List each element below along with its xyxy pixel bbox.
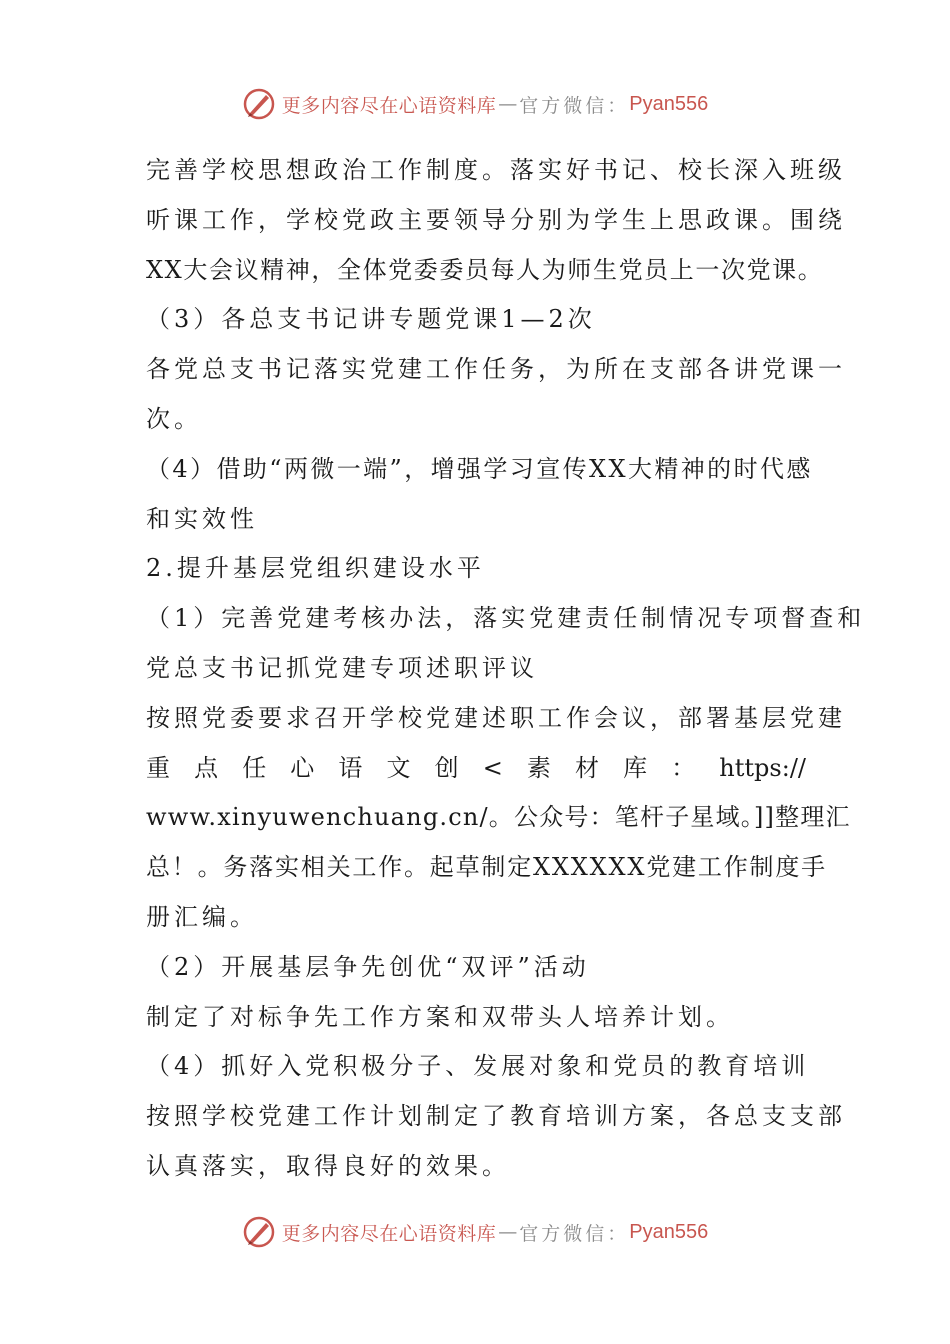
footer-site-name: 更多内容尽在心语资料库 (281, 1222, 497, 1245)
body-line: www.xinyuwenchuang.cn/。公众号：笔杆子星域。]]整理汇 (146, 803, 851, 832)
body-line: 认真落实，取得良好的效果。 (146, 1151, 510, 1180)
body-line: 次。 (146, 404, 202, 433)
header-wechat-label: 官方微信： (519, 94, 630, 117)
footer-wechat-id: Pyan556 (629, 1220, 709, 1243)
body-line: 听课工作，学校党政主要领导分别为学生上思政课。围绕 (146, 205, 846, 234)
body-line: 和实效性 (146, 504, 258, 533)
logo-icon (242, 87, 276, 121)
footer-wechat-label: 官方微信： (519, 1222, 630, 1245)
body-line: （2）开展基层争先创优“双评”活动 (146, 952, 590, 981)
body-line: 按照学校党建工作计划制定了教育培训方案，各总支支部 (146, 1102, 846, 1131)
body-line: 册汇编。 (146, 902, 258, 931)
body-line: 重点任心语文创<素材库：https:// (146, 753, 806, 782)
logo-icon (242, 1215, 276, 1249)
header-site-name: 更多内容尽在心语资料库 (281, 94, 497, 117)
body-line: （1）完善党建考核办法，落实党建责任制情况专项督查和 (146, 604, 866, 633)
footer-dash: — (498, 1221, 518, 1243)
body-line: 按照党委要求召开学校党建述职工作会议，部署基层党建 (146, 703, 846, 732)
body-line: （4）抓好入党积极分子、发展对象和党员的教育培训 (146, 1052, 810, 1081)
body-line: XX大会议精神，全体党委委员每人为师生党员上一次党课。 (146, 255, 824, 284)
body-line: 党总支书记抓党建专项述职评议 (146, 653, 538, 682)
footer-banner (0, 1212, 950, 1252)
body-line: 制定了对标争先工作方案和双带头人培养计划。 (146, 1002, 734, 1031)
header-wechat-id: Pyan556 (629, 92, 709, 115)
body-line: 总！。务落实相关工作。起草制定XXXXXX党建工作制度手 (146, 853, 827, 882)
body-line: （3）各总支书记讲专题党课1—2次 (146, 305, 596, 334)
body-line: 各党总支书记落实党建工作任务，为所在支部各讲党课一 (146, 355, 846, 384)
body-line: （4）借助“两微一端”，增强学习宣传XX大精神的时代感 (146, 454, 813, 483)
header-dash: — (498, 93, 518, 115)
header-banner (0, 84, 950, 124)
section-heading: 2.提升基层党组织建设水平 (146, 554, 485, 583)
body-line: 完善学校思想政治工作制度。落实好书记、校长深入班级 (146, 156, 846, 184)
document-body (146, 146, 866, 1192)
